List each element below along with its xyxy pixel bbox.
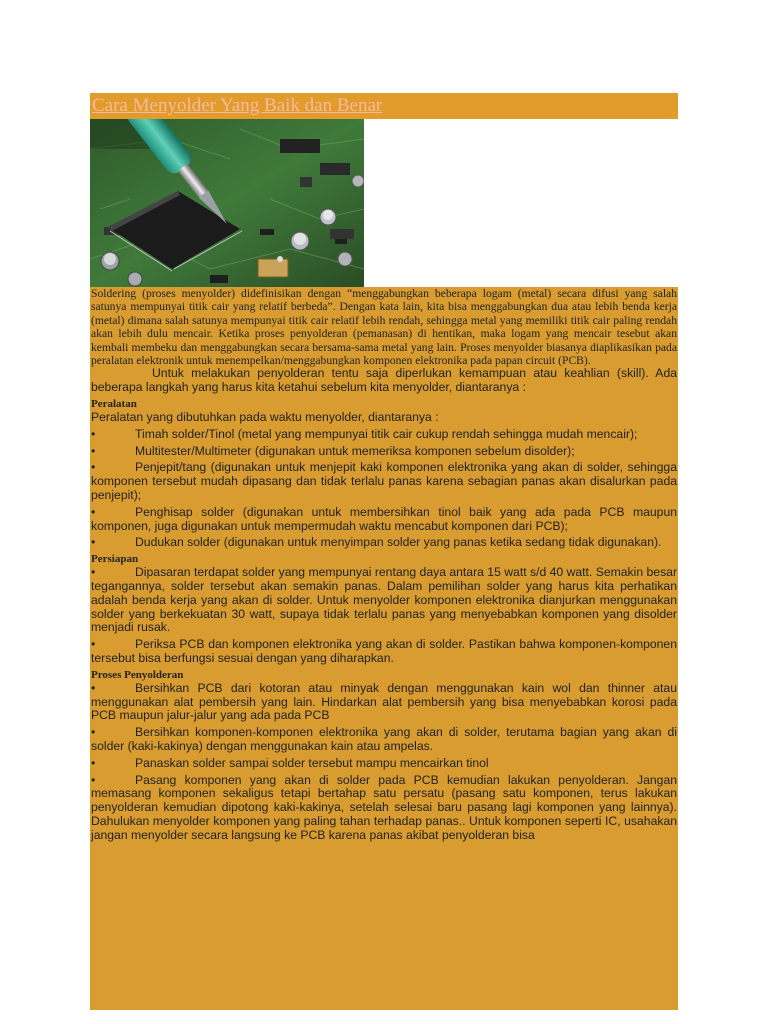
bullet-icon: •	[91, 504, 96, 519]
list-item: • Panaskan solder sampai solder tersebut mampu mencairkan tinol	[91, 755, 489, 770]
bullet-icon: •	[91, 426, 96, 441]
steps-intro-paragraph: Untuk melakukan penyolderan tentu saja diperlukan kemampuan atau keahlian (skill). Ada beberapa langkah yang harus kita ketahui sebelum kita menyolder, diantaranya :	[91, 366, 677, 395]
bullet-icon: •	[91, 772, 96, 787]
bullet-icon: •	[91, 443, 96, 458]
pcb-soldering-illustration	[90, 119, 364, 287]
list-item: • Pasang komponen yang akan di solder pada PCB kemudian lakukan penyolderan. Jangan memasang komponen sekaligus tetapi bertahap satu persatu (pasang satu komponen, terus lakukan penyolderan kemudian dipotong kaki-kakinya, setelah selesai baru pasang lagi komponen yang lainnya). Dahulukan menyolder komponen yang paling tahan terhadap panas.. Untuk komponen seperti IC, usahakan jangan menyolder secara langsung ke PCB karena panas akibat penyolderan bisa	[91, 772, 677, 842]
page-title: Cara Menyolder Yang Baik dan Benar	[92, 95, 383, 116]
list-item: • Penjepit/tang (digunakan untuk menjepit kaki komponen elektronika yang akan di solder, sehingga komponen tersebut mudah dipasang dan tidak terlalu panas karena sebagian panas akan disalurkan pada penjepit);	[91, 460, 677, 503]
list-item: • Bersihkan komponen-komponen elektronika yang akan di solder, terutama bagian yang akan di solder (kaki-kakinya) dengan menggunakan kain atau ampelas.	[91, 725, 677, 753]
soldering-photo	[90, 119, 364, 287]
list-item: • Periksa PCB dan komponen elektronika yang akan di solder. Pastikan bahwa komponen-komponen tersebut bisa berfungsi sesuai dengan yang diharapkan.	[91, 637, 677, 665]
peralatan-lead: Peralatan yang dibutuhkan pada waktu menyolder, diantaranya :	[91, 410, 439, 425]
bullet-icon: •	[91, 460, 96, 475]
list-item: • Dipasaran terdapat solder yang mempunyai rentang daya antara 15 watt s/d 40 watt. Semakin besar tegangannya, solder tersebut akan semakin panas. Dalam pemilihan solder yang harus kita perhatikan adalah benda kerja yang akan di solder. Untuk menyolder komponen elektronika dianjurkan menggunakan solder yang berkekuatan 30 watt, supaya tidak terlalu panas yang menyebabkan komponen yang disolder menjadi rusak.	[91, 565, 677, 635]
title-bar	[90, 93, 678, 119]
bullet-icon: •	[91, 535, 96, 550]
section-heading-proses: Proses Penyolderan	[91, 668, 184, 681]
list-item: • Dudukan solder (digunakan untuk menyimpan solder yang panas ketika sedang tidak digunakan).	[91, 535, 662, 550]
bullet-icon: •	[91, 637, 96, 652]
list-item: • Timah solder/Tinol (metal yang mempunyai titik cair cukup rendah sehingga mudah mencair);	[91, 426, 638, 441]
list-item: • Multitester/Multimeter (digunakan untuk memeriksa komponen sebelum disolder);	[91, 443, 575, 458]
bullet-icon: •	[91, 680, 96, 695]
article-body	[90, 287, 678, 1010]
list-item: • Bersihkan PCB dari kotoran atau minyak dengan menggunakan kain wol dan thinner atau menggunakan alat pembersih yang lain. Hindarkan alat pembersih yang bisa menyebabkan korosi pada PCB maupun jalur-jalur yang ada pada PCB	[91, 680, 677, 723]
section-heading-persiapan: Persiapan	[91, 553, 139, 566]
bullet-icon: •	[91, 565, 96, 580]
section-heading-peralatan: Peralatan	[91, 398, 137, 411]
bullet-icon: •	[91, 755, 96, 770]
intro-paragraph: Soldering (proses menyolder) didefinisikan dengan “menggabungkan beberapa logam (metal) secara difusi yang salah satunya mempunyai titik cair yang relatif berbeda”. Dengan kata lain, kita bisa menggabungkan dua atau lebih benda kerja (metal) dimana salah satunya mempunyai titik cair relatif lebih rendah, sehingga metal yang memiliki titik cair paling rendah akan lebih dulu mencair. Ketika proses penyolderan (pemanasan) di hentikan, maka logam yang mencair tesebut akan kembali membeku dan menggabungkan secara bersama-sama metal yang lain. Proses menyolder biasanya diaplikasikan pada peralatan elektronik untuk menempelkan/menggabungkan komponen elektronika pada papan circuit (PCB).	[91, 287, 677, 368]
list-item: • Penghisap solder (digunakan untuk membersihkan tinol baik yang ada pada PCB maupun komponen, juga digunakan untuk mempermudah waktu mencabut komponen dari PCB);	[91, 504, 677, 533]
document-page	[90, 93, 678, 842]
bullet-icon: •	[91, 725, 96, 740]
